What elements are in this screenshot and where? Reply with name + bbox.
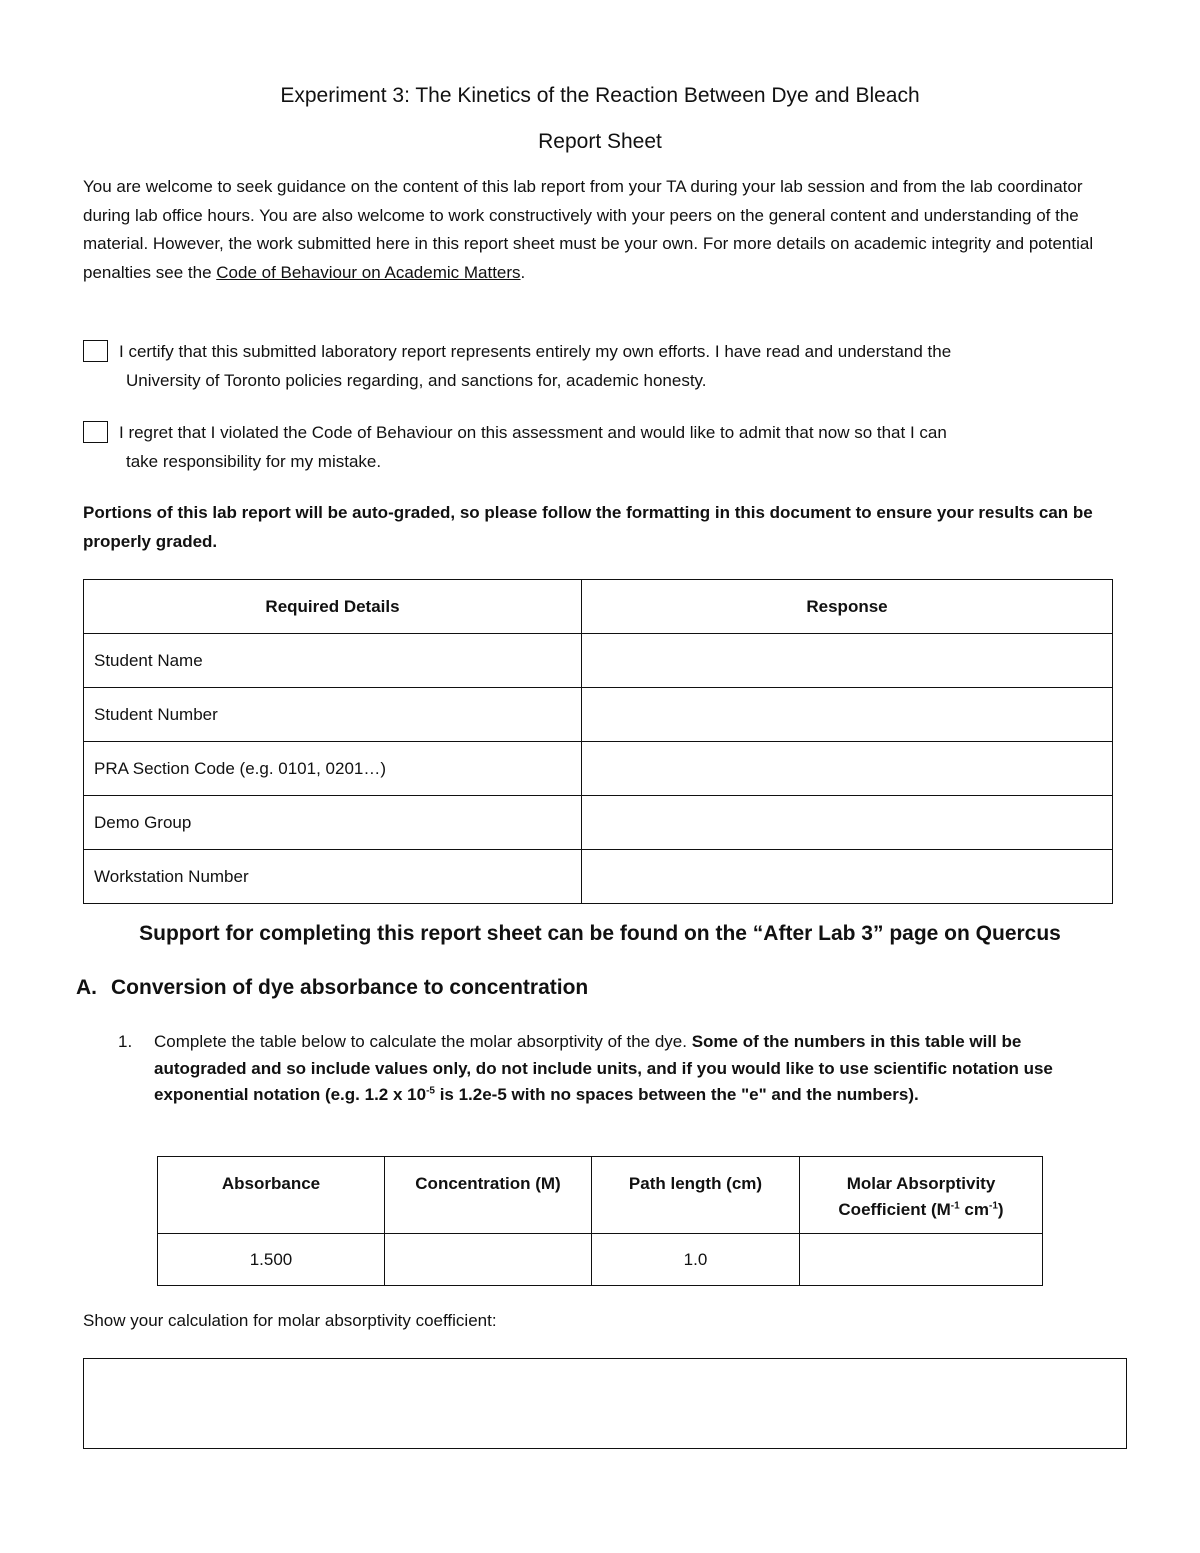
- page-title: Experiment 3: The Kinetics of the Reaction Between Dye and Bleach: [280, 84, 920, 107]
- question-text: [154, 1029, 1114, 1109]
- question-plain: Complete the table below to calculate the molar absorptivity of the dye.: [154, 1032, 692, 1051]
- molar-absorptivity-input-cell[interactable]: [800, 1234, 1043, 1286]
- intro-end: .: [520, 262, 526, 282]
- table-row: [84, 688, 1113, 742]
- detail-label: Workstation Number: [84, 850, 582, 904]
- calculation-answer-box[interactable]: [83, 1358, 1127, 1449]
- section-title: Conversion of dye absorbance to concentration: [111, 976, 589, 999]
- header4-end: ): [997, 1200, 1004, 1219]
- table-row: [84, 634, 1113, 688]
- path-length-value: 1.0: [592, 1234, 800, 1286]
- support-note: Support for completing this report sheet can be found on the “After Lab 3” page on Quercus: [139, 922, 1061, 945]
- table-row: [84, 850, 1113, 904]
- detail-label: Student Number: [84, 688, 582, 742]
- question-number: 1.: [118, 1032, 133, 1051]
- header4-mid: cm: [959, 1200, 989, 1219]
- question-bold-b: is 1.2e-5 with no spaces between the "e" and the numbers).: [434, 1085, 919, 1104]
- header-path-length: Path length (cm): [592, 1157, 800, 1234]
- calculation-label: Show your calculation for molar absorptivity coefficient:: [83, 1311, 497, 1330]
- workstation-response[interactable]: [582, 850, 1113, 904]
- section-letter: A.: [76, 976, 97, 999]
- pra-section-response[interactable]: [582, 742, 1113, 796]
- certify-text-line1: I certify that this submitted laboratory report represents entirely my own efforts. I have read and understand the: [119, 342, 952, 361]
- section-a-heading: [76, 976, 588, 1000]
- table-header-row: [84, 580, 1113, 634]
- header4-sup1: -1: [950, 1200, 960, 1212]
- question-sup: -5: [426, 1085, 435, 1097]
- header4-line1: Molar Absorptivity: [846, 1174, 996, 1193]
- table-header-row: [158, 1157, 1043, 1234]
- absorbance-value: 1.500: [158, 1234, 385, 1286]
- student-name-response[interactable]: [582, 634, 1113, 688]
- certify-text-line2: University of Toronto policies regarding, and sanctions for, academic honesty.: [126, 370, 707, 390]
- header4-line2a: Coefficient (M: [838, 1200, 951, 1219]
- regret-text-line1: I regret that I violated the Code of Behaviour on this assessment and would like to admit that now so that I can: [119, 423, 947, 442]
- code-of-behaviour-link[interactable]: Code of Behaviour on Academic Matters: [216, 262, 521, 282]
- question-bold-a: Some of the numbers in this table will be autograded and so include values only, do not include units, and if you would like to use scientific notation use exponential notation (e.g. 1.2 x 10: [154, 1032, 1053, 1104]
- detail-label: Demo Group: [84, 796, 582, 850]
- regret-text-line2: take responsibility for my mistake.: [126, 451, 382, 471]
- detail-label: PRA Section Code (e.g. 0101, 0201…): [84, 742, 582, 796]
- header-concentration: Concentration (M): [385, 1157, 592, 1234]
- header4-sup2: -1: [989, 1200, 998, 1212]
- table-row: [84, 796, 1113, 850]
- demo-group-response[interactable]: [582, 796, 1113, 850]
- certify-checkbox[interactable]: [83, 340, 108, 362]
- page-subtitle: Report Sheet: [538, 130, 662, 153]
- intro-text: You are welcome to seek guidance on the content of this lab report from your TA during your lab session and from the lab coordinator during lab office hours. You are also welcome to work constructively with your peers on the general content and understanding of the material. However, the work submitted here in this report sheet must be your own. For more details on academic integrity and potential penalties see the: [83, 177, 1094, 282]
- table-row: [84, 742, 1113, 796]
- header-required-details: Required Details: [84, 580, 582, 634]
- regret-checkbox[interactable]: [83, 421, 108, 443]
- header-absorbance: Absorbance: [158, 1157, 385, 1234]
- detail-label: Student Name: [84, 634, 582, 688]
- header-molar-absorptivity: [800, 1157, 1043, 1234]
- intro-paragraph: [83, 173, 1113, 287]
- required-details-table: [83, 579, 1113, 904]
- absorptivity-table: [157, 1156, 1043, 1286]
- autograde-note: Portions of this lab report will be auto-graded, so please follow the formatting in this document to ensure your results can be properly graded.: [83, 503, 1093, 551]
- student-number-response[interactable]: [582, 688, 1113, 742]
- table-row: [158, 1234, 1043, 1286]
- header-response: Response: [582, 580, 1113, 634]
- concentration-input-cell[interactable]: [385, 1234, 592, 1286]
